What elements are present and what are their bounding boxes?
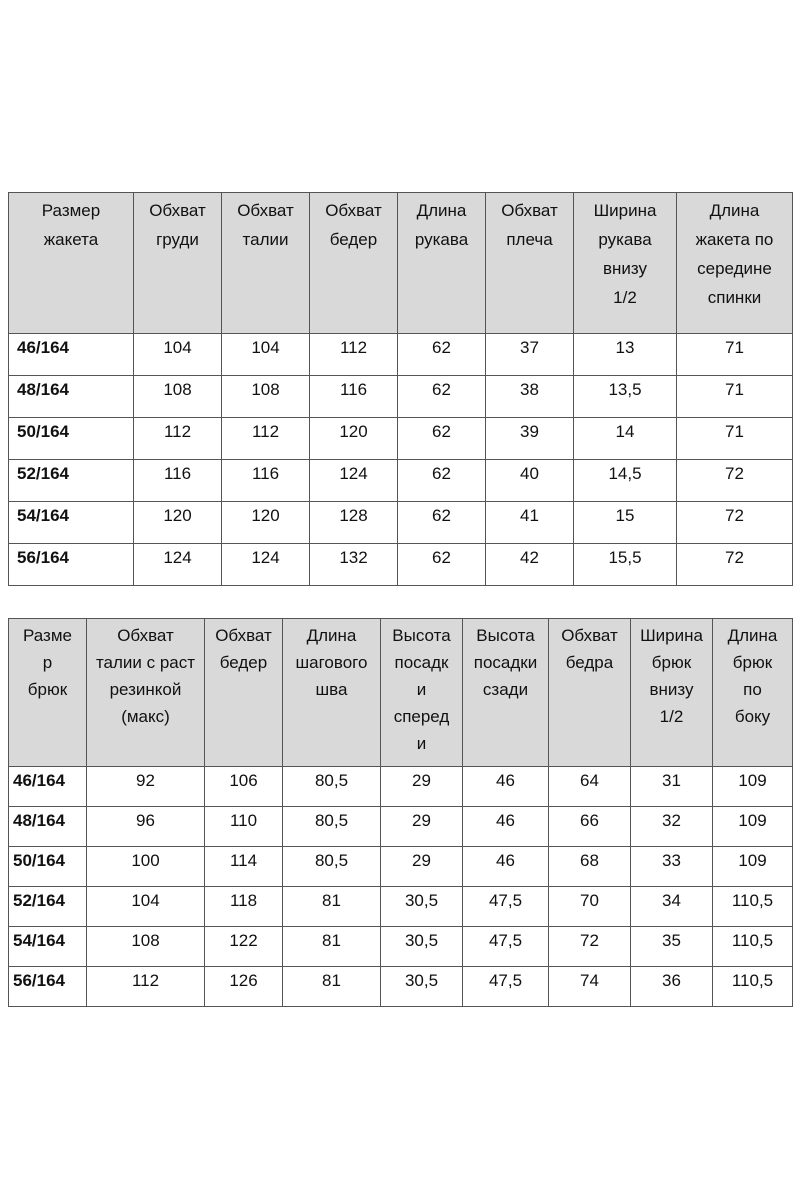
pants-value-cell: 81 xyxy=(283,887,381,927)
table-row xyxy=(9,502,793,544)
table-row xyxy=(9,847,793,887)
jacket-value-cell: 124 xyxy=(134,544,222,586)
pants-value-cell: 80,5 xyxy=(283,847,381,887)
pants-size-cell: 56/164 xyxy=(9,967,87,1007)
jacket-value-cell: 72 xyxy=(677,544,793,586)
pants-value-cell: 64 xyxy=(549,767,631,807)
pants-value-cell: 46 xyxy=(463,767,549,807)
jacket-value-cell: 72 xyxy=(677,502,793,544)
pants-value-cell: 80,5 xyxy=(283,807,381,847)
pants-header-cell: Высота посадки сзади xyxy=(463,619,549,767)
pants-header-cell: Высота посадк и сперед и xyxy=(381,619,463,767)
pants-header-cell: Разме р брюк xyxy=(9,619,87,767)
pants-value-cell: 31 xyxy=(631,767,713,807)
pants-header-cell: Длина брюк по боку xyxy=(713,619,793,767)
pants-size-cell: 54/164 xyxy=(9,927,87,967)
pants-value-cell: 35 xyxy=(631,927,713,967)
jacket-value-cell: 120 xyxy=(222,502,310,544)
jacket-header-cell: Обхват бедер xyxy=(310,193,398,334)
jacket-value-cell: 37 xyxy=(486,334,574,376)
jacket-value-cell: 124 xyxy=(310,460,398,502)
pants-value-cell: 114 xyxy=(205,847,283,887)
jacket-header-cell: Обхват плеча xyxy=(486,193,574,334)
pants-value-cell: 74 xyxy=(549,967,631,1007)
table-row xyxy=(9,418,793,460)
jacket-value-cell: 108 xyxy=(222,376,310,418)
jacket-size-cell: 46/164 xyxy=(9,334,134,376)
pants-value-cell: 100 xyxy=(87,847,205,887)
pants-value-cell: 66 xyxy=(549,807,631,847)
jacket-value-cell: 120 xyxy=(134,502,222,544)
pants-value-cell: 108 xyxy=(87,927,205,967)
jacket-value-cell: 112 xyxy=(310,334,398,376)
pants-value-cell: 112 xyxy=(87,967,205,1007)
pants-header-row xyxy=(9,619,793,767)
jacket-value-cell: 15 xyxy=(574,502,677,544)
pants-size-cell: 48/164 xyxy=(9,807,87,847)
pants-value-cell: 29 xyxy=(381,847,463,887)
jacket-body xyxy=(9,334,793,586)
pants-value-cell: 33 xyxy=(631,847,713,887)
jacket-value-cell: 128 xyxy=(310,502,398,544)
jacket-value-cell: 15,5 xyxy=(574,544,677,586)
jacket-size-cell: 48/164 xyxy=(9,376,134,418)
pants-value-cell: 29 xyxy=(381,807,463,847)
jacket-value-cell: 124 xyxy=(222,544,310,586)
jacket-value-cell: 13,5 xyxy=(574,376,677,418)
jacket-value-cell: 116 xyxy=(222,460,310,502)
jacket-size-cell: 54/164 xyxy=(9,502,134,544)
table-row xyxy=(9,376,793,418)
jacket-value-cell: 112 xyxy=(134,418,222,460)
pants-value-cell: 109 xyxy=(713,847,793,887)
pants-value-cell: 110,5 xyxy=(713,967,793,1007)
jacket-value-cell: 14,5 xyxy=(574,460,677,502)
table-row xyxy=(9,807,793,847)
pants-value-cell: 36 xyxy=(631,967,713,1007)
jacket-value-cell: 62 xyxy=(398,418,486,460)
pants-header-cell: Ширина брюк внизу 1/2 xyxy=(631,619,713,767)
jacket-value-cell: 38 xyxy=(486,376,574,418)
jacket-value-cell: 62 xyxy=(398,544,486,586)
pants-value-cell: 118 xyxy=(205,887,283,927)
pants-value-cell: 68 xyxy=(549,847,631,887)
table-row xyxy=(9,927,793,967)
jacket-value-cell: 71 xyxy=(677,418,793,460)
pants-value-cell: 32 xyxy=(631,807,713,847)
pants-value-cell: 109 xyxy=(713,807,793,847)
pants-value-cell: 110 xyxy=(205,807,283,847)
jacket-value-cell: 116 xyxy=(134,460,222,502)
pants-size-cell: 52/164 xyxy=(9,887,87,927)
pants-value-cell: 30,5 xyxy=(381,967,463,1007)
jacket-value-cell: 62 xyxy=(398,376,486,418)
table-row xyxy=(9,887,793,927)
pants-body xyxy=(9,767,793,1007)
pants-value-cell: 110,5 xyxy=(713,927,793,967)
pants-value-cell: 46 xyxy=(463,847,549,887)
pants-value-cell: 80,5 xyxy=(283,767,381,807)
pants-value-cell: 96 xyxy=(87,807,205,847)
jacket-value-cell: 62 xyxy=(398,502,486,544)
jacket-value-cell: 72 xyxy=(677,460,793,502)
pants-value-cell: 81 xyxy=(283,967,381,1007)
table-row xyxy=(9,334,793,376)
jacket-header-cell: Обхват талии xyxy=(222,193,310,334)
jacket-header-cell: Длина рукава xyxy=(398,193,486,334)
jacket-value-cell: 41 xyxy=(486,502,574,544)
jacket-value-cell: 14 xyxy=(574,418,677,460)
jacket-value-cell: 42 xyxy=(486,544,574,586)
pants-value-cell: 30,5 xyxy=(381,887,463,927)
jacket-header-row xyxy=(9,193,793,334)
pants-value-cell: 110,5 xyxy=(713,887,793,927)
jacket-value-cell: 132 xyxy=(310,544,398,586)
jacket-value-cell: 120 xyxy=(310,418,398,460)
pants-value-cell: 106 xyxy=(205,767,283,807)
pants-value-cell: 109 xyxy=(713,767,793,807)
jacket-value-cell: 71 xyxy=(677,334,793,376)
pants-value-cell: 81 xyxy=(283,927,381,967)
jacket-size-cell: 50/164 xyxy=(9,418,134,460)
pants-value-cell: 34 xyxy=(631,887,713,927)
pants-value-cell: 47,5 xyxy=(463,927,549,967)
pants-header-cell: Длина шагового шва xyxy=(283,619,381,767)
jacket-value-cell: 62 xyxy=(398,334,486,376)
pants-header-cell: Обхват бедер xyxy=(205,619,283,767)
jacket-size-cell: 56/164 xyxy=(9,544,134,586)
pants-size-cell: 46/164 xyxy=(9,767,87,807)
jacket-value-cell: 104 xyxy=(222,334,310,376)
jacket-header-cell: Длина жакета по середине спинки xyxy=(677,193,793,334)
jacket-header-cell: Обхват груди xyxy=(134,193,222,334)
table-row xyxy=(9,460,793,502)
jacket-header-cell: Размер жакета xyxy=(9,193,134,334)
pants-value-cell: 29 xyxy=(381,767,463,807)
pants-header-cell: Обхват бедра xyxy=(549,619,631,767)
pants-header-cell: Обхват талии с раст резинкой (макс) xyxy=(87,619,205,767)
jacket-value-cell: 116 xyxy=(310,376,398,418)
pants-value-cell: 46 xyxy=(463,807,549,847)
table-row xyxy=(9,767,793,807)
pants-size-cell: 50/164 xyxy=(9,847,87,887)
table-row xyxy=(9,544,793,586)
pants-value-cell: 122 xyxy=(205,927,283,967)
pants-value-cell: 92 xyxy=(87,767,205,807)
pants-value-cell: 104 xyxy=(87,887,205,927)
pants-value-cell: 30,5 xyxy=(381,927,463,967)
jacket-value-cell: 71 xyxy=(677,376,793,418)
jacket-value-cell: 40 xyxy=(486,460,574,502)
jacket-value-cell: 112 xyxy=(222,418,310,460)
jacket-value-cell: 62 xyxy=(398,460,486,502)
jacket-size-cell: 52/164 xyxy=(9,460,134,502)
pants-value-cell: 47,5 xyxy=(463,967,549,1007)
jacket-size-table xyxy=(8,192,793,586)
pants-value-cell: 70 xyxy=(549,887,631,927)
jacket-value-cell: 104 xyxy=(134,334,222,376)
jacket-value-cell: 39 xyxy=(486,418,574,460)
pants-value-cell: 126 xyxy=(205,967,283,1007)
jacket-value-cell: 13 xyxy=(574,334,677,376)
jacket-value-cell: 108 xyxy=(134,376,222,418)
pants-value-cell: 47,5 xyxy=(463,887,549,927)
jacket-header-cell: Ширина рукава внизу 1/2 xyxy=(574,193,677,334)
pants-value-cell: 72 xyxy=(549,927,631,967)
pants-size-table xyxy=(8,618,793,1007)
table-row xyxy=(9,967,793,1007)
